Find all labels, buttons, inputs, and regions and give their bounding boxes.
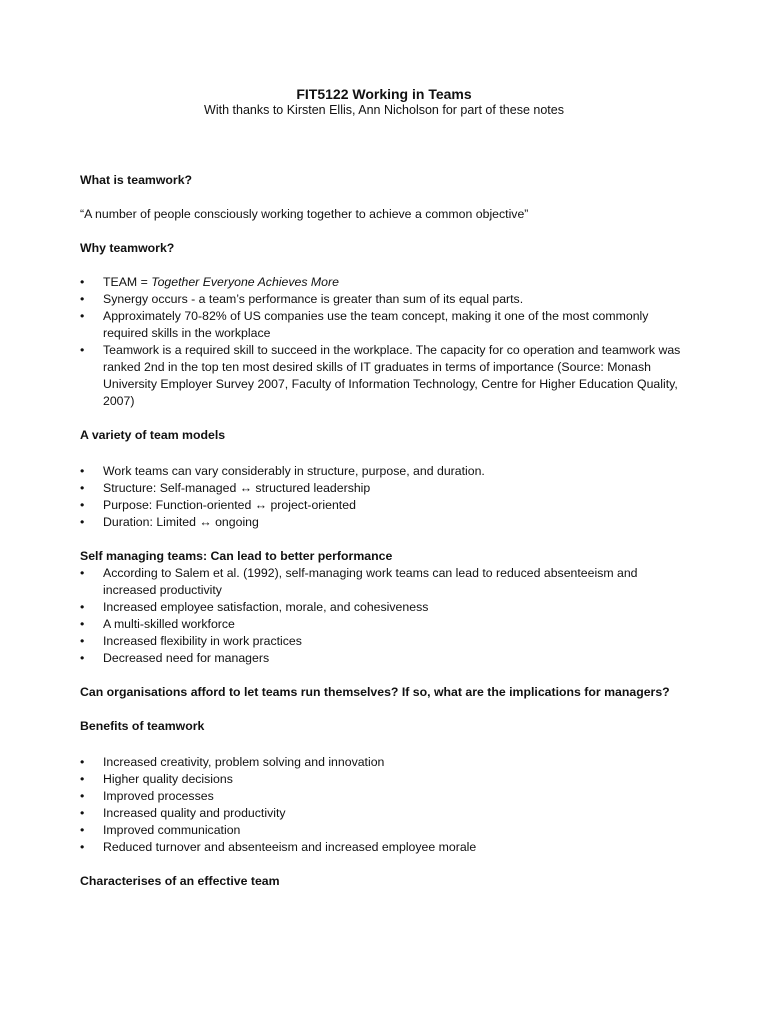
document-title: FIT5122 Working in Teams (296, 86, 472, 102)
list-item-text: Work teams can vary considerably in structure, purpose, and duration. (103, 464, 485, 478)
list-item (80, 650, 690, 667)
bullet-icon: • (80, 806, 85, 820)
list-item (80, 771, 690, 788)
list-item-text: Purpose: Function-oriented ↔ project-oriented (103, 498, 356, 512)
list-item (80, 822, 690, 839)
list-item-text: Approximately 70-82% of US companies use the team concept, making it one of the most commonly required skills in the workplace (103, 309, 649, 340)
bullet-icon: • (80, 651, 85, 665)
list-item (80, 599, 690, 616)
list-item (80, 514, 690, 531)
bullet-icon: • (80, 789, 85, 803)
list-item (80, 754, 690, 771)
list-item-text: Increased flexibility in work practices (103, 634, 302, 648)
team-models-list (80, 463, 690, 531)
benefits-list (80, 754, 690, 856)
list-item-text: Decreased need for managers (103, 651, 270, 665)
list-item (80, 565, 690, 599)
question-managers: Can organisations afford to let teams run themselves? If so, what are the implications for managers? (80, 685, 670, 699)
list-item-text: According to Salem et al. (1992), self-managing work teams can lead to reduced absenteeism and increased productivity (103, 566, 638, 597)
bullet-icon: • (80, 566, 85, 580)
list-item-text: Improved communication (103, 823, 241, 837)
self-managing-list (80, 565, 690, 667)
bullet-icon: • (80, 343, 85, 357)
bullet-icon: • (80, 464, 85, 478)
list-item (80, 291, 690, 308)
list-item-text: Synergy occurs - a team’s performance is greater than sum of its equal parts. (103, 292, 524, 306)
list-item (80, 308, 690, 342)
team-acronym-expansion: Together Everyone Achieves More (151, 275, 339, 289)
list-item (80, 633, 690, 650)
bullet-icon: • (80, 309, 85, 323)
bullet-icon: • (80, 292, 85, 306)
heading-self-managing-teams: Self managing teams: Can lead to better performance (80, 549, 393, 563)
list-item-text: Reduced turnover and absenteeism and increased employee morale (103, 840, 477, 854)
bullet-icon: • (80, 634, 85, 648)
bullet-icon: • (80, 600, 85, 614)
bullet-icon: • (80, 275, 85, 289)
list-item (80, 497, 690, 514)
list-item-text: A multi-skilled workforce (103, 617, 235, 631)
heading-what-is-teamwork: What is teamwork? (80, 173, 193, 187)
bullet-icon: • (80, 840, 85, 854)
list-item-text: Duration: Limited ↔ ongoing (103, 515, 259, 529)
list-item (80, 463, 690, 480)
list-item (80, 805, 690, 822)
bullet-icon: • (80, 515, 85, 529)
heading-team-models: A variety of team models (80, 428, 226, 442)
bullet-icon: • (80, 823, 85, 837)
list-item-text: Higher quality decisions (103, 772, 233, 786)
bullet-icon: • (80, 498, 85, 512)
list-item-text: Increased quality and productivity (103, 806, 286, 820)
teamwork-definition-quote: “A number of people consciously working together to achieve a common objective” (80, 207, 529, 221)
bullet-icon: • (80, 772, 85, 786)
list-item-text: Teamwork is a required skill to succeed in the workplace. The capacity for co operation and teamwork was ranked 2nd in the top ten most desired skills of IT graduates in terms of importance (Source: Monash University Employer Survey 2007, Faculty of Information Technology, Centre for Higher Education Quality, 2007) (103, 343, 681, 408)
list-item (80, 274, 690, 291)
bullet-icon: • (80, 481, 85, 495)
list-item (80, 616, 690, 633)
list-item (80, 788, 690, 805)
list-item (80, 839, 690, 856)
bullet-icon: • (80, 617, 85, 631)
list-item-text: Improved processes (103, 789, 214, 803)
heading-why-teamwork: Why teamwork? (80, 241, 175, 255)
list-item-text: Increased employee satisfaction, morale, and cohesiveness (103, 600, 429, 614)
team-acronym-prefix: TEAM = (103, 275, 152, 289)
list-item-text: Structure: Self-managed ↔ structured leadership (103, 481, 371, 495)
heading-benefits: Benefits of teamwork (80, 719, 205, 733)
list-item (80, 342, 690, 410)
why-teamwork-list (80, 274, 690, 410)
document-subtitle: With thanks to Kirsten Ellis, Ann Nicholson for part of these notes (204, 103, 564, 117)
heading-effective-team: Characterises of an effective team (80, 874, 280, 888)
document-body (80, 172, 690, 890)
bullet-icon: • (80, 755, 85, 769)
list-item (80, 480, 690, 497)
list-item-text: Increased creativity, problem solving and innovation (103, 755, 385, 769)
